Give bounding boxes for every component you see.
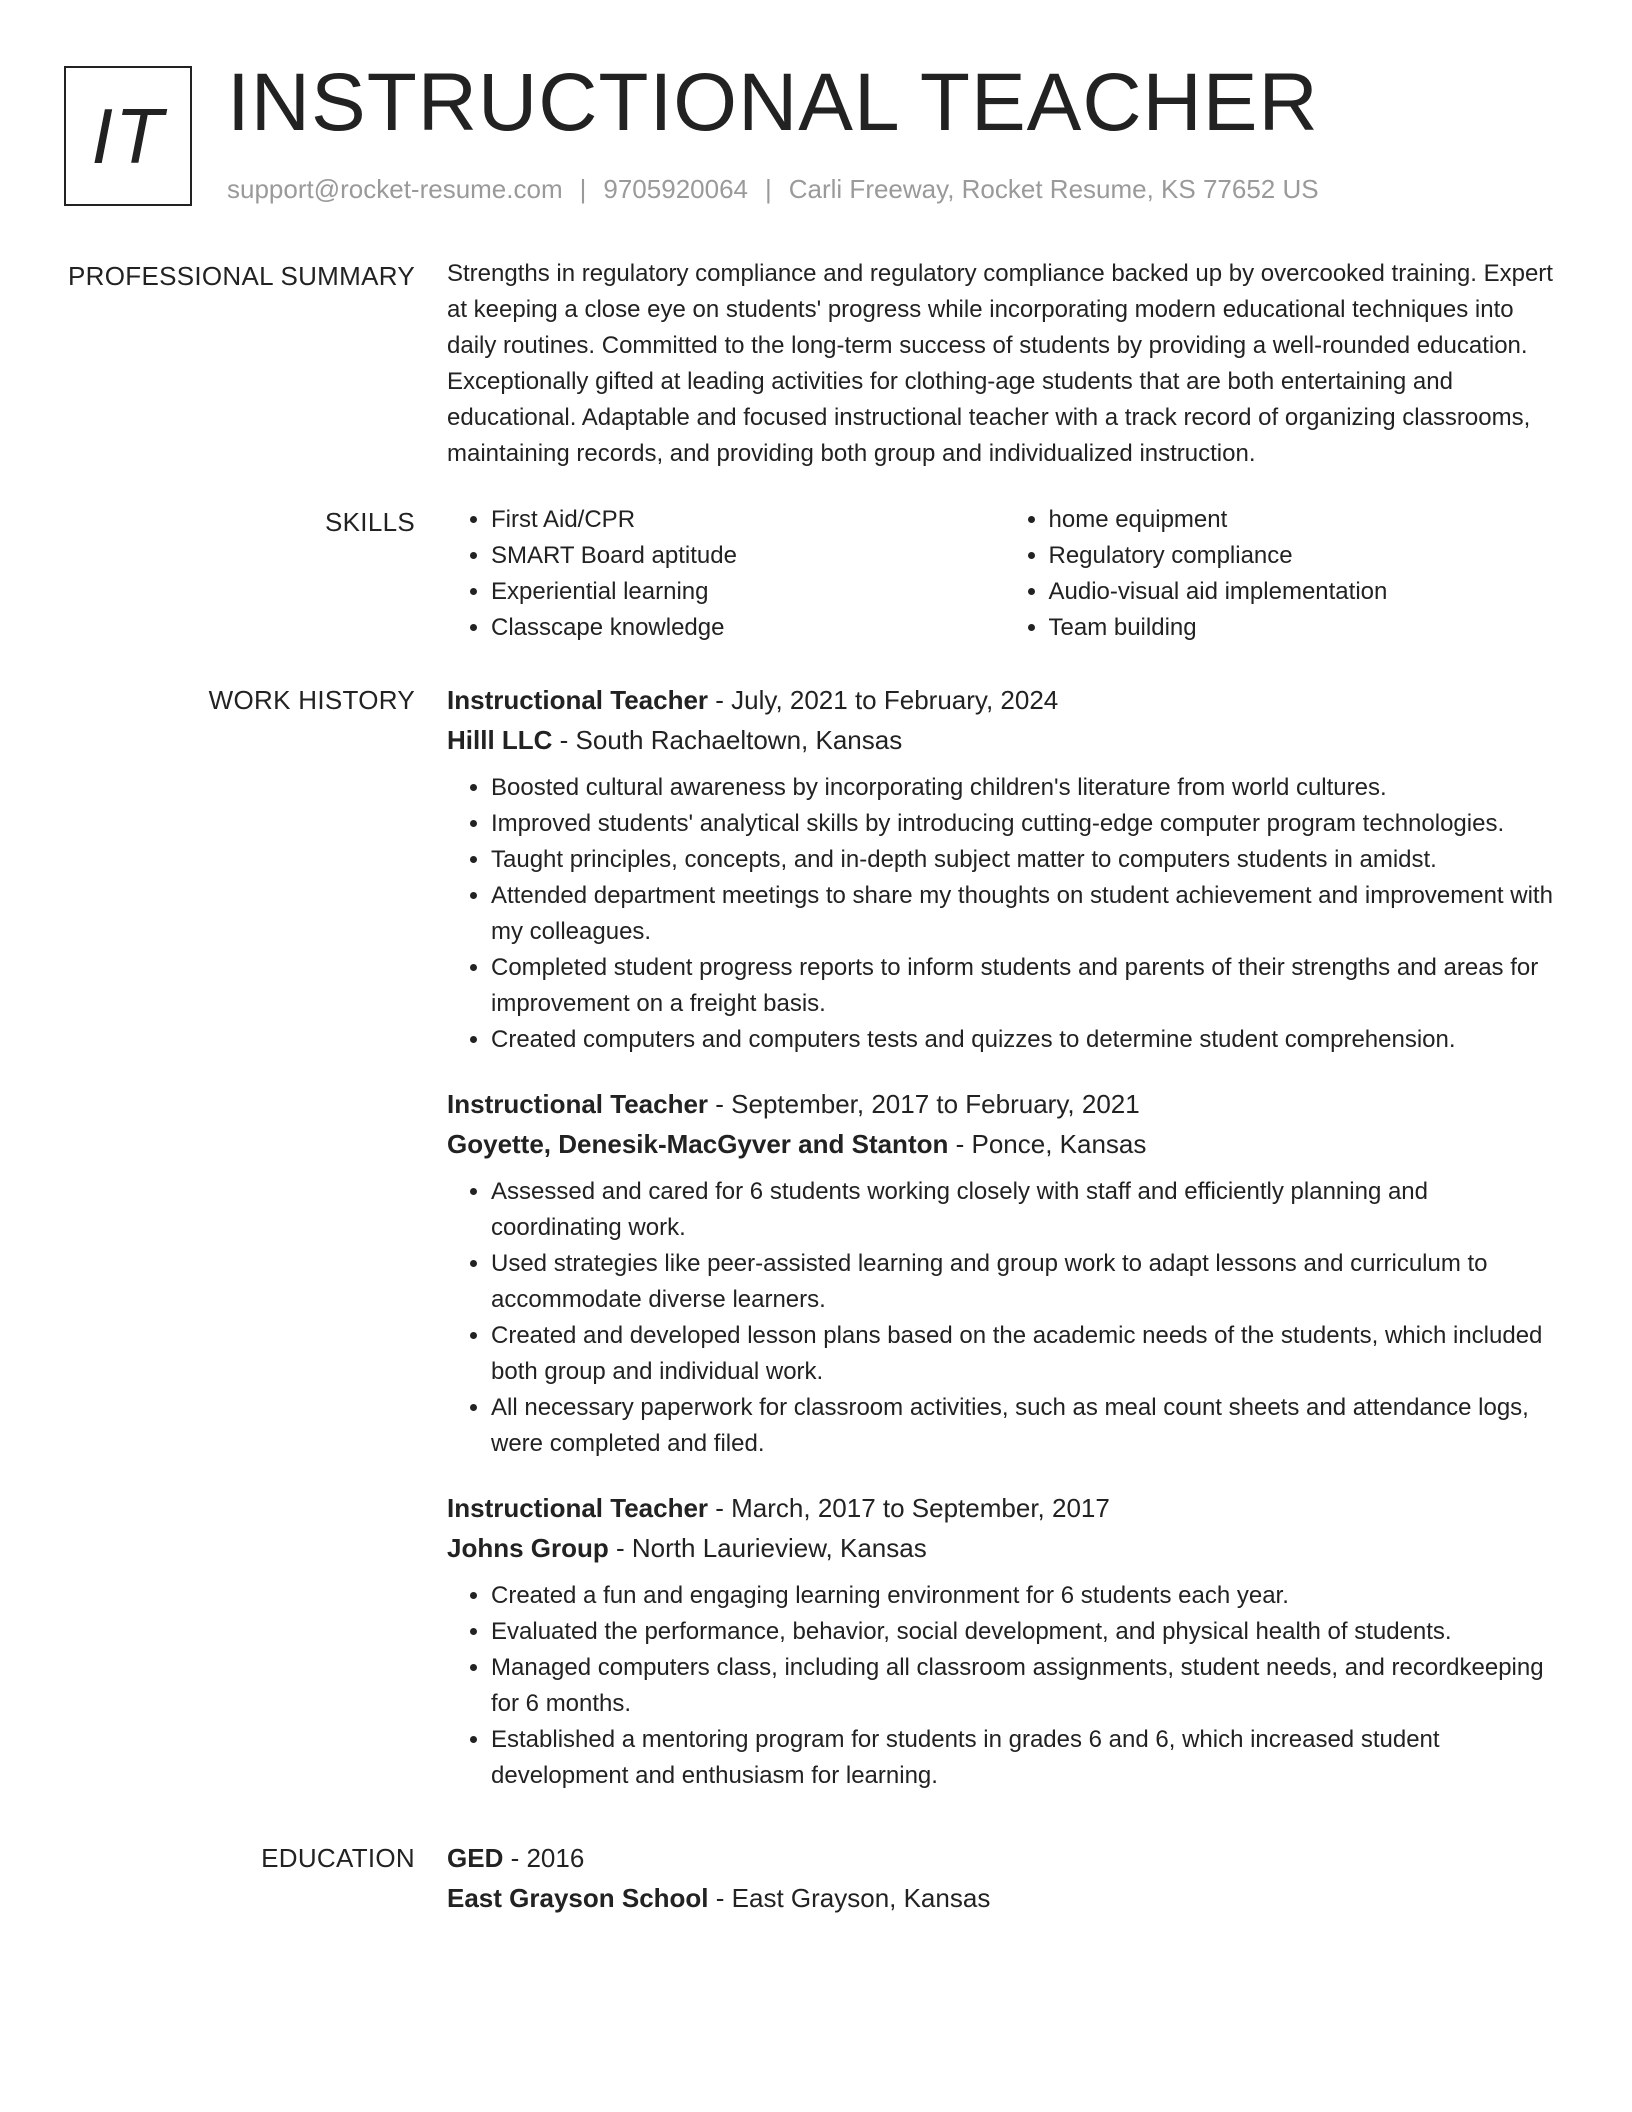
job-company: Goyette, Denesik-MacGyver and Stanton bbox=[447, 1129, 949, 1159]
job-company-line bbox=[447, 1124, 1562, 1164]
contact-email[interactable]: support@rocket-resume.com bbox=[227, 174, 563, 204]
job-bullet: • Established a mentoring program for students in grades 6 and 6, which increased student development and enthusiasm for learning. bbox=[491, 1722, 1562, 1794]
skills-column-right bbox=[1005, 502, 1563, 646]
job-company: Hilll LLC bbox=[447, 725, 553, 755]
skill-item: • Classcape knowledge bbox=[491, 610, 1005, 646]
job-bullets bbox=[447, 1578, 1562, 1794]
skill-item: • First Aid/CPR bbox=[491, 502, 1005, 538]
job-company: Johns Group bbox=[447, 1533, 609, 1563]
job-bullet: • Taught principles, concepts, and in-depth subject matter to computers students in amidst. bbox=[491, 842, 1562, 878]
section-body bbox=[447, 256, 1562, 472]
contact-phone[interactable]: 9705920064 bbox=[603, 174, 748, 204]
education-location: - East Grayson, Kansas bbox=[708, 1883, 991, 1913]
skills-list bbox=[447, 502, 1562, 646]
job-bullets bbox=[447, 1174, 1562, 1462]
job-dates: - March, 2017 to September, 2017 bbox=[708, 1493, 1110, 1523]
job-bullet: • Used strategies like peer-assisted learning and group work to adapt lessons and curriculum to accommodate diverse learners. bbox=[491, 1246, 1562, 1318]
job-bullet: • Created a fun and engaging learning environment for 6 students each year. bbox=[491, 1578, 1562, 1614]
work-history-list bbox=[447, 680, 1562, 1820]
contact-separator: | bbox=[765, 174, 772, 204]
job-role: Instructional Teacher bbox=[447, 1493, 709, 1523]
job-location: - Ponce, Kansas bbox=[948, 1129, 1147, 1159]
education-school-line bbox=[447, 1878, 1562, 1918]
job-bullet: • Attended department meetings to share my thoughts on student achievement and improvement with my colleagues. bbox=[491, 878, 1562, 950]
section-title: SKILLS bbox=[325, 507, 415, 537]
job-title-line bbox=[447, 1084, 1562, 1124]
contact-separator: | bbox=[579, 174, 587, 204]
section-title: WORK HISTORY bbox=[208, 685, 415, 715]
monogram-badge bbox=[64, 66, 192, 206]
section-title: PROFESSIONAL SUMMARY bbox=[68, 261, 415, 291]
education-entry bbox=[447, 1838, 1562, 1928]
education-year: - 2016 bbox=[503, 1843, 585, 1873]
job-bullet: • Created computers and computers tests and quizzes to determine student comprehension. bbox=[491, 1022, 1562, 1058]
job-dates: - September, 2017 to February, 2021 bbox=[708, 1089, 1140, 1119]
contact-line bbox=[227, 174, 1319, 205]
job-bullet: • Assessed and cared for 6 students working closely with staff and efficiently planning and coordinating work. bbox=[491, 1174, 1562, 1246]
skill-item: • Audio-visual aid implementation bbox=[1049, 574, 1563, 610]
job-bullet: • All necessary paperwork for classroom activities, such as meal count sheets and attendance logs, were completed and filed. bbox=[491, 1390, 1562, 1462]
job-bullet: • Created and developed lesson plans based on the academic needs of the students, which included both group and individual work. bbox=[491, 1318, 1562, 1390]
summary-text: Strengths in regulatory compliance and regulatory compliance backed up by overcooked training. Expert at keeping a close eye on students' progress while incorporating modern educational techniques into daily routines. Committed to the long-term success of students by providing a well-rounded education. Exceptionally gifted at leading activities for clothing-age students that are both entertaining and educational. Adaptable and focused instructional teacher with a track record of organizing classrooms, maintaining records, and providing both group and individualized instruction. bbox=[447, 260, 1553, 467]
monogram-text: IT bbox=[91, 91, 165, 180]
job-company-line bbox=[447, 720, 1562, 760]
job-entry bbox=[447, 1488, 1562, 1794]
job-location: - South Rachaeltown, Kansas bbox=[552, 725, 903, 755]
skill-item: • Team building bbox=[1049, 610, 1563, 646]
job-title-line bbox=[447, 1488, 1562, 1528]
job-role: Instructional Teacher bbox=[447, 1089, 709, 1119]
job-company-line bbox=[447, 1528, 1562, 1568]
skills-column-left bbox=[447, 502, 1005, 646]
job-bullet: • Evaluated the performance, behavior, social development, and physical health of students. bbox=[491, 1614, 1562, 1650]
education-school: East Grayson School bbox=[447, 1883, 709, 1913]
job-bullet: • Boosted cultural awareness by incorporating children's literature from world cultures. bbox=[491, 770, 1562, 806]
job-entry bbox=[447, 680, 1562, 1058]
contact-address: Carli Freeway, Rocket Resume, KS 77652 US bbox=[788, 174, 1319, 204]
skill-item: • Regulatory compliance bbox=[1049, 538, 1563, 574]
skill-item: • SMART Board aptitude bbox=[491, 538, 1005, 574]
job-bullet: • Completed student progress reports to inform students and parents of their strengths and areas for improvement on a freight basis. bbox=[491, 950, 1562, 1022]
job-bullet: • Improved students' analytical skills by introducing cutting-edge computer program technologies. bbox=[491, 806, 1562, 842]
resume-name: INSTRUCTIONAL TEACHER bbox=[227, 57, 1319, 148]
skill-item: • Experiential learning bbox=[491, 574, 1005, 610]
job-title-line bbox=[447, 680, 1562, 720]
job-location: - North Laurieview, Kansas bbox=[608, 1533, 927, 1563]
job-dates: - July, 2021 to February, 2024 bbox=[708, 685, 1059, 715]
job-bullets bbox=[447, 770, 1562, 1058]
education-degree-line bbox=[447, 1838, 1562, 1878]
job-bullet: • Managed computers class, including all classroom assignments, student needs, and recordkeeping for 6 months. bbox=[491, 1650, 1562, 1722]
skill-item: • home equipment bbox=[1049, 502, 1563, 538]
job-entry bbox=[447, 1084, 1562, 1462]
section-title: EDUCATION bbox=[261, 1843, 415, 1873]
job-role: Instructional Teacher bbox=[447, 685, 709, 715]
education-degree: GED bbox=[447, 1843, 504, 1873]
